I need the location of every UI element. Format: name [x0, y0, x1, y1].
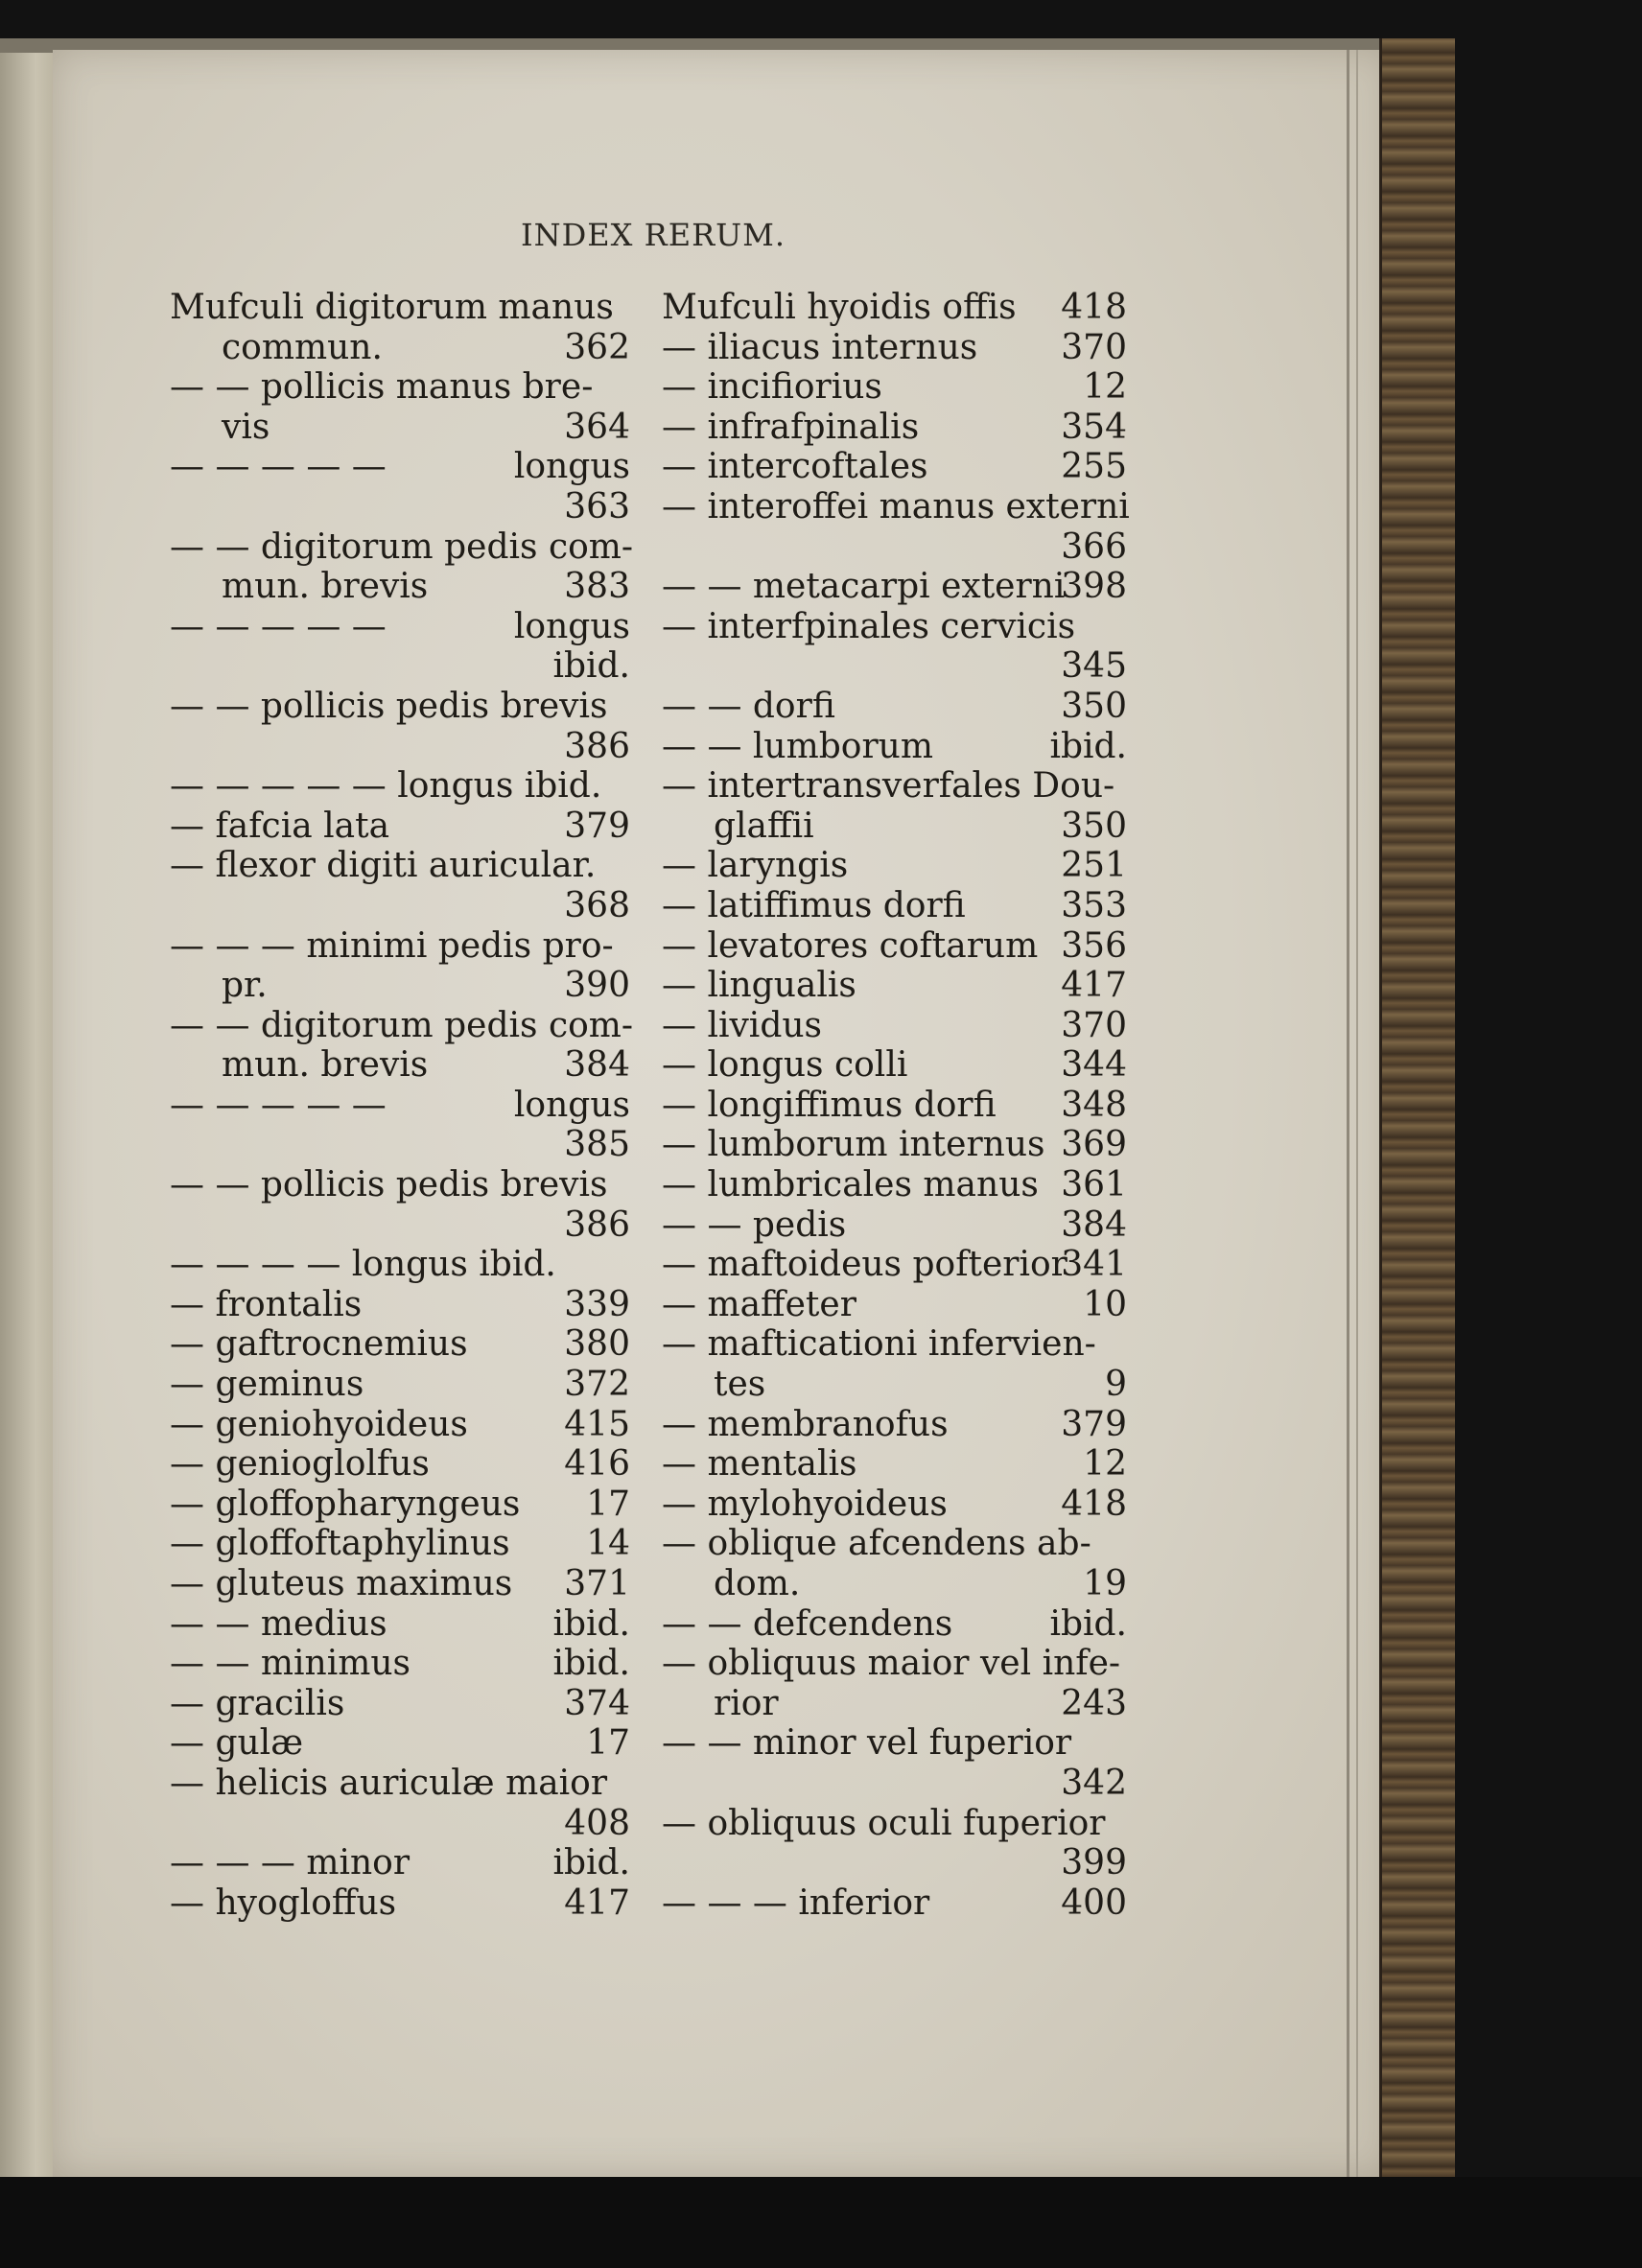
index-entry-line — [170, 328, 630, 368]
index-entry-page: longus — [513, 606, 630, 646]
index-entry-line — [170, 1644, 630, 1684]
index-entry-line — [662, 1485, 1127, 1525]
index-entry-line — [170, 807, 630, 847]
index-entry-page: 408 — [564, 1803, 630, 1843]
index-entry-text: — longus colli — [662, 1045, 908, 1086]
index-entry-page: 399 — [1061, 1843, 1127, 1883]
index-entry-text: — gracilis — [170, 1683, 345, 1723]
index-entry-line — [662, 1723, 1127, 1764]
index-entry-text: — lumborum internus — [662, 1125, 1045, 1165]
index-entry-text: pr. — [170, 966, 268, 1006]
index-entry-line — [662, 288, 1127, 328]
index-entry-line — [662, 1165, 1127, 1205]
index-entry-page: 384 — [1061, 1204, 1127, 1245]
index-entry-page: longus — [513, 1085, 630, 1125]
index-entry-text: Mufculi digitorum manus — [170, 288, 614, 327]
index-entry-page: 356 — [1061, 925, 1127, 966]
index-entry-text: — levatores coftarum — [662, 925, 1039, 966]
index-entry-line — [662, 1086, 1127, 1126]
index-entry-line — [170, 646, 630, 687]
index-entry-line — [170, 1804, 630, 1844]
index-entry-line — [170, 1564, 630, 1604]
index-entry-page: 371 — [564, 1564, 630, 1603]
index-entry-page: 398 — [1061, 567, 1127, 607]
index-entry-page: 383 — [564, 567, 630, 607]
index-entry-line — [170, 367, 630, 408]
index-entry-text: — — — — longus ibid. — [170, 1245, 556, 1285]
index-entry-line — [662, 1245, 1127, 1285]
index-entry-line — [170, 288, 630, 328]
index-entry-page: 345 — [1061, 646, 1127, 687]
index-entry-text: — — digitorum pedis com- — [170, 526, 634, 567]
index-entry-text: — — pollicis pedis brevis — [170, 686, 608, 726]
index-entry-line — [170, 1365, 630, 1405]
index-entry-page: 416 — [564, 1444, 630, 1485]
index-entry-page: 415 — [564, 1404, 630, 1444]
index-entry-line — [662, 807, 1127, 847]
index-entry-page: 17 — [586, 1723, 630, 1764]
index-entry-line — [170, 1444, 630, 1485]
index-entry-line — [170, 1405, 630, 1445]
index-entry-line — [662, 1045, 1127, 1086]
index-entry-text: — hyogloffus — [170, 1882, 397, 1923]
index-entry-text: — — — — — longus ibid. — [170, 766, 602, 807]
index-entry-page: 370 — [1061, 1005, 1127, 1045]
index-entry-text: — — metacarpi externi — [662, 567, 1066, 607]
index-entry-text: — — — — — — [170, 606, 387, 646]
index-entry-line — [662, 1125, 1127, 1165]
index-entry-line — [170, 1324, 630, 1365]
index-entry-page: 353 — [1061, 885, 1127, 925]
index-entry-line — [662, 607, 1127, 647]
index-entry-page: longus — [513, 447, 630, 487]
index-entry-line — [662, 1684, 1127, 1724]
index-entry-line — [170, 1684, 630, 1724]
index-entry-text: — — minor vel fuperior — [662, 1723, 1072, 1764]
index-entry-text: — — dorfi — [662, 686, 835, 726]
index-entry-text: — geminus — [170, 1365, 364, 1405]
index-entry-line — [170, 607, 630, 647]
index-entry-line — [170, 1086, 630, 1126]
index-entry-text: mun. brevis — [170, 567, 429, 607]
index-entry-text: — maftoideus pofterior — [662, 1245, 1067, 1285]
index-entry-line — [170, 926, 630, 967]
index-entry-line — [662, 1804, 1127, 1844]
index-entry-line — [662, 1324, 1127, 1365]
index-entry-text: — — — minor — [170, 1843, 410, 1883]
index-entry-page: 17 — [586, 1484, 630, 1524]
index-entry-page: 379 — [564, 806, 630, 846]
index-entry-line — [170, 966, 630, 1006]
index-entry-line — [170, 1485, 630, 1525]
index-entry-text: dom. — [662, 1564, 801, 1603]
index-entry-line — [170, 1245, 630, 1285]
index-entry-text: — helicis auriculæ maior — [170, 1763, 608, 1803]
index-entry-page: 255 — [1061, 447, 1127, 487]
index-entry-page: 372 — [564, 1365, 630, 1405]
index-entry-page: 380 — [564, 1324, 630, 1365]
index-entry-line — [170, 487, 630, 527]
index-entry-line — [662, 1444, 1127, 1485]
index-entry-line — [662, 1006, 1127, 1046]
index-entry-page: 363 — [564, 486, 630, 526]
index-entry-page: 361 — [1061, 1165, 1127, 1205]
index-entry-text: — maffeter — [662, 1284, 856, 1324]
index-entry-page: 390 — [564, 966, 630, 1006]
index-entry-text: vis — [170, 407, 270, 447]
index-entry-page: 418 — [1061, 1484, 1127, 1524]
index-entry-text: — infrafpinalis — [662, 407, 920, 447]
index-entry-page: 339 — [564, 1284, 630, 1324]
index-entry-line — [662, 687, 1127, 727]
index-entry-page: 400 — [1061, 1882, 1127, 1923]
index-entry-text: — genioglolfus — [170, 1444, 430, 1485]
index-entry-text: — latiffimus dorfi — [662, 885, 966, 925]
index-entry-text: — incifiorius — [662, 367, 882, 408]
index-entry-line — [170, 1125, 630, 1165]
index-entry-page: 350 — [1061, 806, 1127, 846]
index-entry-text: tes — [662, 1365, 766, 1405]
index-entry-line — [170, 408, 630, 448]
index-entry-page: 14 — [586, 1524, 630, 1564]
index-entry-text: — flexor digiti auricular. — [170, 846, 597, 886]
page-edge-line-inner — [1356, 50, 1358, 2177]
index-entry-text: — — — — — — [170, 1085, 387, 1125]
index-entry-page: 374 — [564, 1683, 630, 1723]
page-heading: INDEX RERUM. — [521, 217, 786, 253]
index-entry-line — [662, 727, 1127, 767]
book-cover-edge — [1379, 38, 1455, 2177]
index-entry-text: — — lumborum — [662, 726, 933, 766]
index-entry-line — [662, 328, 1127, 368]
index-entry-page: 12 — [1083, 367, 1127, 408]
index-entry-page: 341 — [1061, 1245, 1127, 1285]
index-entry-page: 384 — [564, 1045, 630, 1086]
index-entry-line — [170, 1604, 630, 1645]
index-entry-line — [170, 846, 630, 886]
index-entry-text: — — — minimi pedis pro- — [170, 925, 614, 966]
index-entry-text: — lingualis — [662, 966, 856, 1006]
index-entry-page: 251 — [1061, 846, 1127, 886]
index-entry-line — [170, 727, 630, 767]
index-entry-page: 362 — [564, 327, 630, 367]
index-column-right — [662, 288, 1130, 1923]
index-entry-page: ibid. — [552, 1644, 630, 1684]
index-entry-line — [662, 1644, 1127, 1684]
index-entry-page: 386 — [564, 726, 630, 766]
index-entry-page: 366 — [1061, 526, 1127, 567]
page-edge-line — [1347, 50, 1349, 2177]
index-entry-line — [662, 1764, 1127, 1804]
index-entry-text: — geniohyoideus — [170, 1404, 468, 1444]
index-entry-page: 418 — [1061, 288, 1127, 327]
index-entry-line — [170, 1165, 630, 1205]
index-entry-line — [662, 1524, 1127, 1564]
index-entry-page: ibid. — [1049, 1603, 1127, 1644]
index-entry-line — [662, 527, 1127, 568]
index-entry-line — [662, 447, 1127, 487]
index-entry-text: — mylohyoideus — [662, 1484, 948, 1524]
index-column-left — [170, 288, 634, 1923]
index-entry-text: — obliquus oculi fuperior — [662, 1803, 1106, 1843]
index-entry-line — [170, 567, 630, 607]
index-entry-page: 369 — [1061, 1125, 1127, 1165]
index-entry-line — [662, 966, 1127, 1006]
index-entry-line — [170, 1005, 634, 1046]
index-entry-line — [170, 447, 630, 487]
index-entry-text: — iliacus internus — [662, 327, 978, 367]
index-entry-line — [170, 1764, 630, 1804]
index-entry-text: — intertransverfales Dou- — [662, 766, 1115, 807]
index-entry-line — [170, 1723, 630, 1764]
index-entry-text: — obliquus maior vel infe- — [662, 1644, 1121, 1684]
index-entry-page: 350 — [1061, 686, 1127, 726]
index-entry-line — [662, 1405, 1127, 1445]
index-entry-page: 417 — [564, 1882, 630, 1923]
index-entry-line — [170, 1045, 630, 1086]
index-entry-page: ibid. — [552, 646, 630, 687]
index-entry-text: — lividus — [662, 1005, 823, 1045]
index-entry-text: — frontalis — [170, 1284, 363, 1324]
index-entry-line — [662, 846, 1127, 886]
index-entry-page: 417 — [1061, 966, 1127, 1006]
index-entry-text: rior — [662, 1683, 779, 1723]
index-entry-text: — membranofus — [662, 1404, 949, 1444]
index-entry-text: commun. — [170, 327, 383, 367]
index-entry-line — [662, 367, 1127, 408]
index-entry-text: — — minimus — [170, 1644, 411, 1684]
index-entry-text: — mafticationi infervien- — [662, 1324, 1096, 1365]
index-entry-line — [662, 1883, 1127, 1924]
index-entry-line — [170, 1883, 630, 1924]
index-entry-page: 342 — [1061, 1763, 1127, 1803]
index-entry-text: — gluteus maximus — [170, 1564, 513, 1603]
index-entry-text: — intercoftales — [662, 447, 928, 487]
index-entry-text: — — medius — [170, 1603, 387, 1644]
index-entry-text: — — pollicis manus bre- — [170, 367, 594, 408]
index-entry-line — [170, 1205, 630, 1246]
index-entry-page: 385 — [564, 1125, 630, 1165]
index-entry-page: 379 — [1061, 1404, 1127, 1444]
index-entry-text: — interoffei manus externi — [662, 486, 1130, 526]
index-entry-line — [662, 886, 1127, 926]
index-entry-page: 368 — [564, 885, 630, 925]
index-entry-page: ibid. — [552, 1603, 630, 1644]
index-entry-text: — longiffimus dorfi — [662, 1085, 997, 1125]
index-entry-text: — interfpinales cervicis — [662, 606, 1076, 646]
index-entry-page: ibid. — [1049, 726, 1127, 766]
index-entry-page: 348 — [1061, 1085, 1127, 1125]
index-entry-page: 386 — [564, 1204, 630, 1245]
index-entry-line — [662, 567, 1127, 607]
index-entry-line — [662, 766, 1127, 807]
index-entry-page: 10 — [1083, 1284, 1127, 1324]
index-entry-page: 364 — [564, 407, 630, 447]
index-entry-text: — gloffopharyngeus — [170, 1484, 521, 1524]
index-entry-line — [662, 1365, 1127, 1405]
index-entry-text: — — defcendens — [662, 1603, 953, 1644]
index-entry-text: — gulæ — [170, 1723, 304, 1764]
index-entry-text: — — pedis — [662, 1204, 847, 1245]
background-shadow — [0, 2177, 1642, 2268]
index-entry-text: — — pollicis pedis brevis — [170, 1165, 608, 1205]
index-entry-line — [170, 1285, 630, 1325]
index-entry-page: 12 — [1083, 1444, 1127, 1485]
index-entry-text: — lumbricales manus — [662, 1165, 1039, 1205]
index-entry-text: mun. brevis — [170, 1045, 429, 1086]
index-entry-line — [662, 1564, 1127, 1604]
index-entry-text: glaffii — [662, 806, 814, 846]
index-entry-text: — laryngis — [662, 846, 849, 886]
index-entry-line — [662, 1604, 1127, 1645]
index-entry-line — [662, 408, 1127, 448]
index-entry-page: 243 — [1061, 1683, 1127, 1723]
index-entry-text: — gloffoftaphylinus — [170, 1524, 510, 1564]
index-entry-line — [662, 1843, 1127, 1883]
index-entry-text: — — — inferior — [662, 1882, 930, 1923]
index-entry-text: — — — — — — [170, 447, 387, 487]
index-entry-line — [170, 1524, 630, 1564]
index-entry-text: — gaftrocnemius — [170, 1324, 468, 1365]
index-entry-line — [662, 1205, 1127, 1246]
index-entry-page: 9 — [1105, 1365, 1127, 1405]
left-page-edge — [0, 53, 59, 2177]
index-entry-line — [662, 1285, 1127, 1325]
index-entry-line — [170, 687, 630, 727]
index-entry-line — [662, 646, 1127, 687]
index-entry-text: — — digitorum pedis com- — [170, 1005, 634, 1045]
index-entry-text: — fafcia lata — [170, 806, 390, 846]
index-entry-line — [170, 886, 630, 926]
index-entry-page: 370 — [1061, 327, 1127, 367]
index-entry-line — [662, 486, 1130, 527]
index-entry-text: — oblique afcendens ab- — [662, 1524, 1091, 1564]
index-entry-text: Mufculi hyoidis offis — [662, 288, 1017, 327]
index-entry-line — [170, 1843, 630, 1883]
index-entry-line — [170, 526, 634, 568]
index-entry-page: 354 — [1061, 407, 1127, 447]
index-entry-page: 344 — [1061, 1045, 1127, 1086]
index-entry-page: 19 — [1083, 1564, 1127, 1603]
index-entry-page: ibid. — [552, 1843, 630, 1883]
index-entry-line — [662, 926, 1127, 967]
index-entry-line — [170, 766, 630, 807]
index-entry-text: — mentalis — [662, 1444, 857, 1485]
